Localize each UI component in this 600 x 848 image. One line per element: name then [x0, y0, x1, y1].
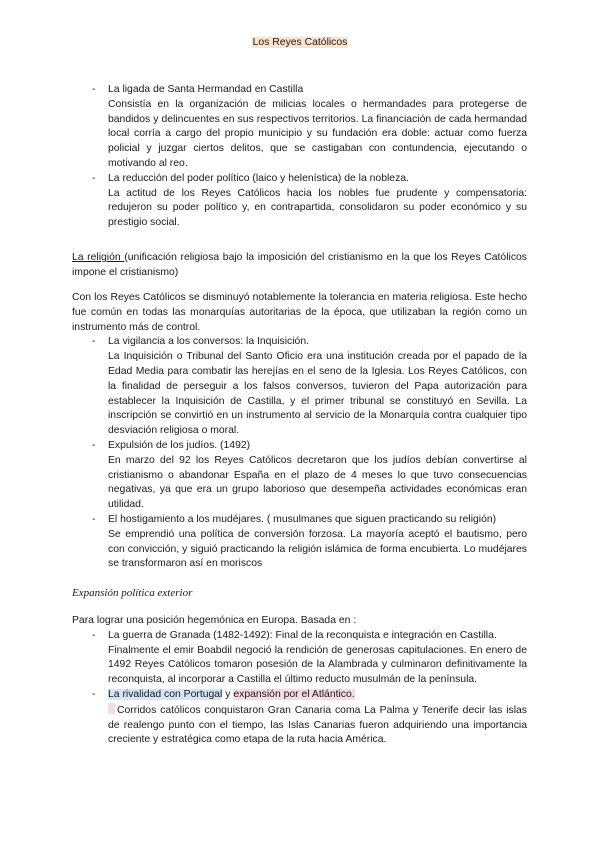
nobleza-section: [72, 83, 527, 231]
exterior-heading: Expansión política exterior: [72, 587, 193, 599]
list-item: - La guerra de Granada (1482-1492): Final de la reconquista e integración en Castilla. Finalmente el emir Boabdil negoció la rendición de generosas capitulaciones. En enero de 1492 Reyes Católicos tomaron posesión de la Alambrada y culminaron definitivamente la reconquista, al incorporar a Castilla el último reducto musulmán de la península.: [108, 629, 527, 688]
list-item: - La ligada de Santa Hermandad en Castilla Consistía en la organización de milicias locales o hermandades para protegerse de bandidos y delincuentes en sus respectivos territorios. La financiación de cada hermandad local corría a cargo del propio municipio y su fundación era doble: actuar como fuerza policial y juzgar ciertos delitos, que se castigaban con contundencia, ejecutando o motivando al reo.: [108, 83, 527, 172]
list-item: - La reducción del poder político (laico y helenística) de la nobleza. La actitud de los Reyes Católicos hacia los nobles fue prudente y compensatoria: redujeron su poder político y, en contrapartida, consolidaron su poder económico y su prestigio social.: [108, 172, 527, 231]
highlight-mark: [108, 703, 115, 714]
list-item: - La rivalidad con Portugal y expansión por el Atlántico. Corridos católicos conquistaron Gran Canaria coma La Palma y Tenerife decir las islas de realengo punto con el tiempo, las Islas Canarias fueron adquiriendo una importancia creciente y estratégica como etapa de la ruta hacia América.: [108, 688, 527, 748]
list-item: - El hostigamiento a los mudéjares. ( musulmanes que siguen practicando su religión) Se emprendió una política de conversión forzosa. La mayoría aceptó el bautismo, pero con convicción, y siguió practicando la religión islámica de forma encubierta. Lo mudéjares se transformaron así en moriscos: [108, 513, 527, 572]
document-title: Los Reyes Católicos: [252, 37, 348, 48]
list-item: - Expulsión de los judíos. (1492) En marzo del 92 los Reyes Católicos decretaron que los judíos debían convertirse al cristianismo o abandonar España en el plazo de 4 meses lo que tuvo consecuencias negativas, ya que era un grupo laborioso que desempeña actividades económicas eran utilidad.: [108, 439, 527, 513]
exterior-section: Para lograr una posición hegemónica en Europa. Basada en : - La guerra de Granada (1482-1492): Final de la reconquista e integración en Castilla. Finalmente el emir Boabdil negoció la rendición de generosas capitulaciones. En enero de 1492 Reyes Católicos tomaron posesión de la Alambrada y culminaron definitivamente la reconquista, al incorporar a Castilla el último reducto musulmán de la península. - La rivalidad con Portugal y expansión por el Atlántico. Corridos católicos conquistaron Gran Canaria coma La Palma y Tenerife decir las islas de realengo punto con el tiempo, las Islas Canarias fueron adquiriendo una importancia creciente y estratégica como etapa de la ruta hacia América.: [72, 614, 527, 748]
list-item: - La vigilancia a los conversos: la Inquisición. La Inquisición o Tribunal del Santo Oficio era una institución creada por el papado de la Edad Media para combatir las herejías en el seno de la Iglesia. Los Reyes Católicos, con la finalidad de perseguir a los falsos conversos, tuvieron del Papa autorización para establecer la Inquisición de Castilla, y el primer tribunal se constituyó en Sevilla. La inscripción se convirtió en un instrumento al servicio de la Monarquía contra cualquier tipo desviación religiosa o moral.: [108, 335, 527, 439]
religion-section: Con los Reyes Católicos se disminuyó notablemente la tolerancia en materia religiosa. Este hecho fue común en todas las monarquías autoritarias de la época, que utilizaban la región como un instrumento más de control. - La vigilancia a los conversos: la Inquisición. La Inquisición o Tribunal del Santo Oficio era una institución creada por el papado de la Edad Media para combatir las herejías en el seno de la Iglesia. Los Reyes Católicos, con la finalidad de perseguir a los falsos conversos, tuvieron del Papa autorización para establecer la Inquisición de Castilla, y el primer tribunal se constituyó en Sevilla. La inscripción se convirtió en un instrumento al servicio de la Monarquía contra cualquier tipo desviación religiosa o moral. - Expulsión de los judíos. (1492) En marzo del 92 los Reyes Católicos decretaron que los judíos debían convertirse al cristianismo o abandonar España en el plazo de 4 meses lo que tuvo consecuencias negativas, ya que era un grupo laborioso que desempeña actividades económicas eran utilidad. - El hostigamiento a los mudéjares. ( musulmanes que siguen practicando su religión) Se emprendió una política de conversión forzosa. La mayoría aceptó el bautismo, pero con convicción, y siguió practicando la religión islámica de forma encubierta. Lo mudéjares se transformaron así en moriscos: [72, 291, 527, 572]
religion-heading: La religión (unificación religiosa bajo la imposición del cristianismo en la que los Reyes Católicos impone el cristianismo): [72, 252, 527, 278]
